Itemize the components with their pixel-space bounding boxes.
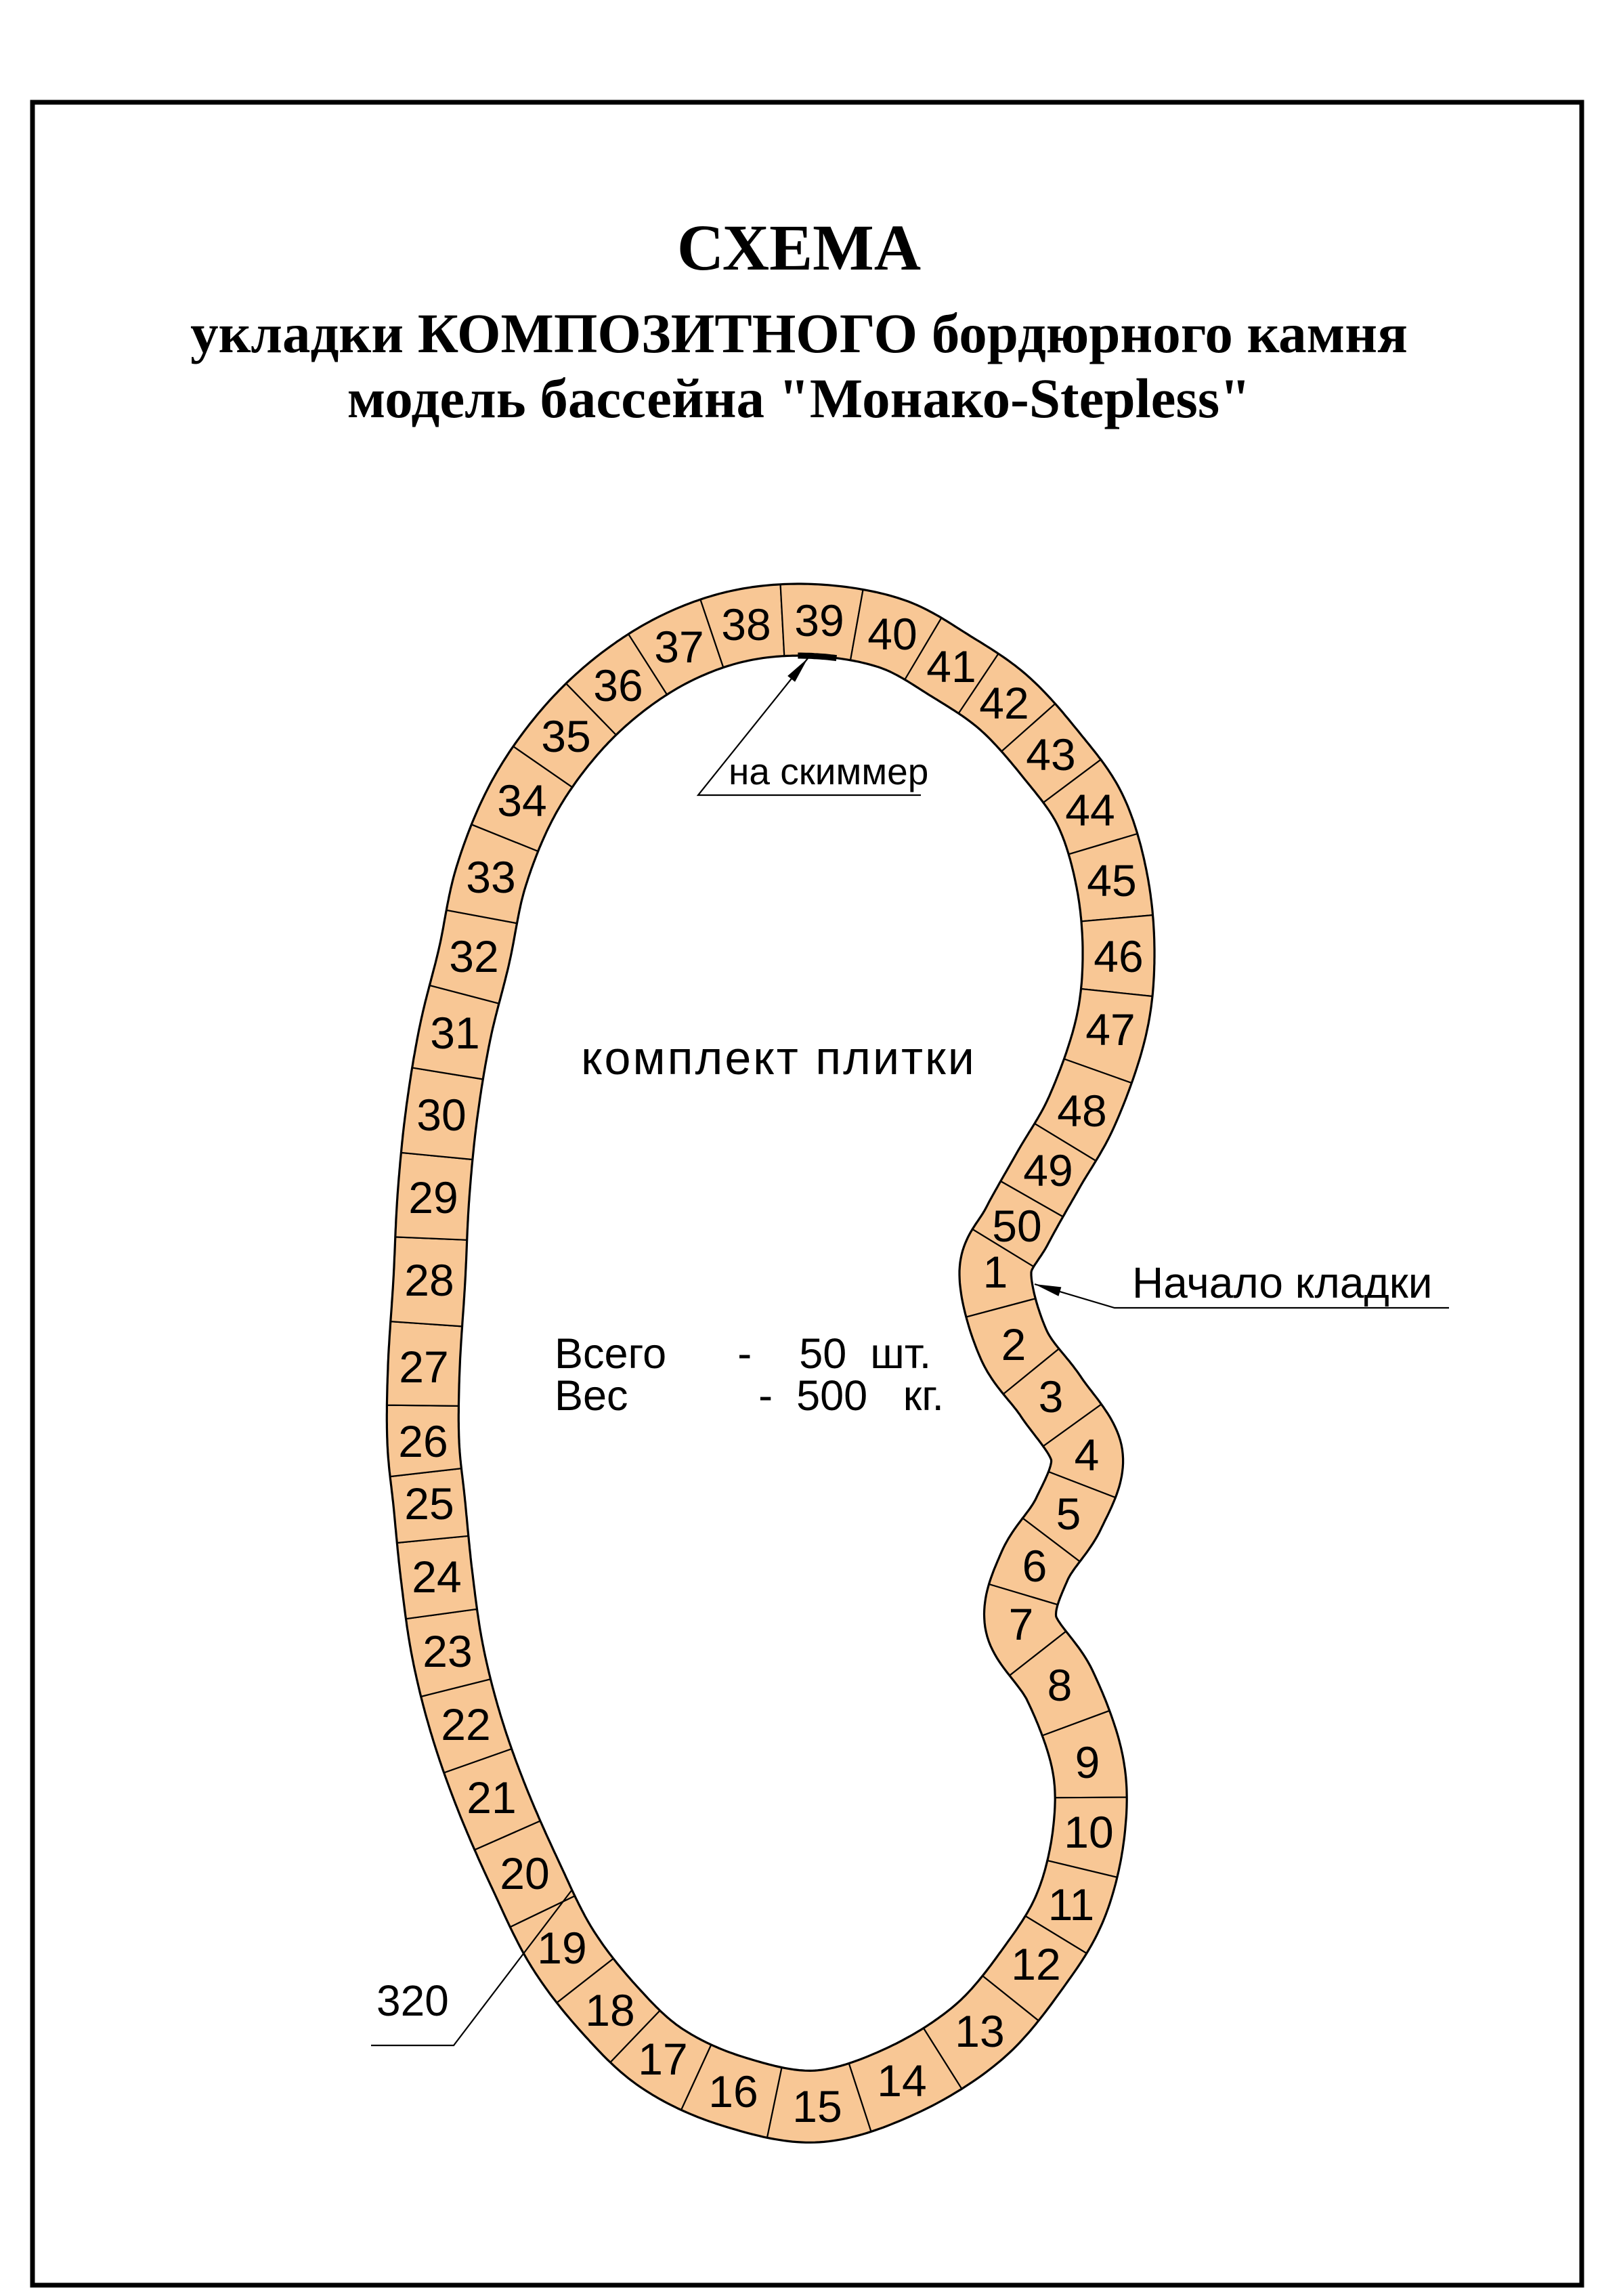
tile-number: 40 (867, 609, 917, 659)
tile-number: 44 (1065, 785, 1115, 835)
tile-number: 1 (982, 1247, 1008, 1297)
tile-number: 41 (926, 641, 976, 692)
tile-number: 11 (1047, 1879, 1095, 1930)
tile-number: 8 (1047, 1660, 1073, 1710)
tile-number: 7 (1008, 1599, 1034, 1649)
tile-number: 19 (537, 1923, 587, 1973)
tile-number: 26 (398, 1416, 448, 1466)
tile-number: 46 (1094, 931, 1144, 981)
tile-number: 32 (449, 931, 499, 981)
tile-number: 43 (1026, 729, 1076, 780)
skimmer-mark (798, 656, 836, 658)
total-weight: Вес - 500 кг. (555, 1372, 945, 1420)
tile-number: 24 (412, 1552, 462, 1602)
tile-number: 34 (497, 775, 547, 826)
tile-number: 20 (500, 1848, 550, 1898)
tile-number: 36 (593, 660, 643, 710)
tile-number: 14 (877, 2056, 927, 2106)
tile-number: 28 (404, 1255, 454, 1305)
page-border (33, 102, 1582, 2285)
kit-label: комплект плитки (581, 1032, 976, 1084)
tile-number: 49 (1023, 1145, 1073, 1195)
tile-number: 48 (1057, 1086, 1107, 1136)
tile-number: 12 (1011, 1939, 1061, 1989)
tile-number: 45 (1087, 855, 1137, 906)
tile-number: 27 (399, 1342, 449, 1392)
tile-number: 15 (792, 2081, 842, 2131)
tile-number: 18 (585, 1985, 635, 2035)
tile-number: 17 (638, 2034, 688, 2084)
tile-size-label: 320 (376, 1976, 449, 2025)
tile-number: 13 (955, 2006, 1005, 2056)
tile-number: 25 (404, 1479, 454, 1529)
tile-number: 5 (1056, 1489, 1081, 1539)
tile-number: 33 (466, 852, 516, 902)
tile-number: 50 (992, 1201, 1042, 1251)
tile-number: 31 (430, 1008, 480, 1058)
tile-number: 10 (1064, 1807, 1114, 1857)
page-subtitle-1: укладки КОМПОЗИТНОГО бордюрного камня (190, 302, 1408, 364)
tile-number: 6 (1022, 1541, 1047, 1591)
tile-number: 39 (794, 595, 844, 645)
tile-number: 35 (541, 711, 591, 761)
tile-number: 37 (654, 622, 704, 672)
total-count: Всего - 50 шт. (555, 1330, 932, 1378)
tile-number: 3 (1038, 1372, 1064, 1422)
page-title: СХЕМА (676, 211, 922, 284)
tile-number: 9 (1075, 1737, 1100, 1787)
tile-number: 2 (1001, 1319, 1026, 1369)
tile-number: 30 (416, 1090, 467, 1140)
tile-number: 47 (1085, 1004, 1136, 1055)
tile-number: 22 (441, 1699, 491, 1749)
skimmer-label: на скиммер (729, 750, 929, 792)
tile-number: 23 (423, 1626, 473, 1676)
start-label: Начало кладки (1132, 1258, 1433, 1307)
tile-number: 16 (708, 2066, 758, 2117)
tile-number: 29 (408, 1172, 458, 1223)
tile-number: 21 (467, 1772, 517, 1823)
tile-number: 38 (721, 599, 771, 650)
page-subtitle-2: модель бассейна "Монако-Stepless" (347, 367, 1251, 429)
tile-number: 42 (979, 678, 1029, 728)
tile-number: 4 (1074, 1430, 1100, 1480)
